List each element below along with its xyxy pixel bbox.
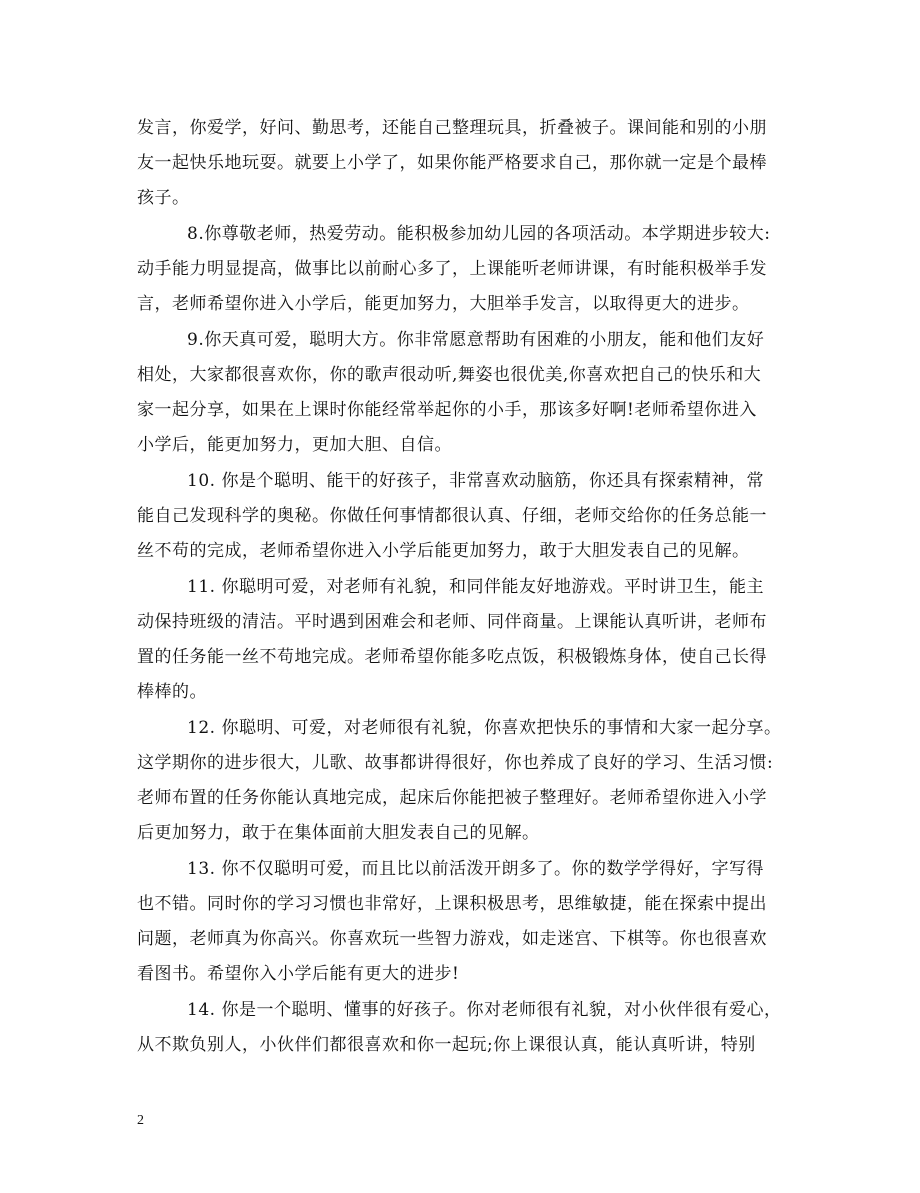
- page-number: 2: [137, 1113, 144, 1128]
- text-line: 看图书。希望你入小学后能有更大的进步!: [137, 964, 460, 984]
- text-line: 也不错。同时你的学习习惯也非常好，上课积极思考，思维敏捷，能在探索中提出: [137, 894, 767, 914]
- text-line: 10. 你是个聪明、能干的好孩子，非常喜欢动脑筋，你还具有探索精神，常: [187, 471, 764, 491]
- text-line: 12. 你聪明、可爱，对老师很有礼貌，你喜欢把快乐的事情和大家一起分享。: [187, 718, 782, 738]
- text-line: 动手能力明显提高，做事比以前耐心多了，上课能听老师讲课，有时能积极举手发: [137, 259, 767, 279]
- text-line: 丝不苟的完成，老师希望你进入小学后能更加努力，敢于大胆发表自己的见解。: [137, 541, 750, 561]
- text-line: 小学后，能更加努力，更加大胆、自信。: [137, 435, 452, 455]
- text-line: 问题，老师真为你高兴。你喜欢玩一些智力游戏，如走迷宫、下棋等。你也很喜欢: [137, 929, 767, 949]
- text-line: 置的任务能一丝不苟地完成。老师希望你能多吃点饭，积极锻炼身体，使自己长得: [137, 647, 767, 667]
- text-line: 从不欺负别人，小伙伴们都很喜欢和你一起玩;你上课很认真，能认真听讲，特别: [137, 1035, 756, 1055]
- text-line: 相处，大家都很喜欢你，你的歌声很动听,舞姿也很优美,你喜欢把自己的快乐和大: [137, 365, 762, 385]
- text-line: 能自己发现科学的奥秘。你做任何事情都很认真、仔细，老师交给你的任务总能一: [137, 506, 767, 526]
- text-line: 11. 你聪明可爱，对老师有礼貌，和同伴能友好地游戏。平时讲卫生，能主: [187, 577, 764, 597]
- text-line: 14. 你是一个聪明、懂事的好孩子。你对老师很有礼貌，对小伙伴很有爱心，: [187, 1000, 782, 1020]
- text-line: 这学期你的进步很大，儿歌、故事都讲得很好，你也养成了良好的学习、生活习惯:: [137, 753, 774, 773]
- text-line: 友一起快乐地玩耍。就要上小学了，如果你能严格要求自己，那你就一定是个最棒: [137, 153, 767, 173]
- text-line: 后更加努力，敢于在集体面前大胆发表自己的见解。: [137, 823, 540, 843]
- text-line: 言，老师希望你进入小学后，能更加努力，大胆举手发言，以取得更大的进步。: [137, 294, 750, 314]
- text-line: 孩子。: [137, 188, 190, 208]
- text-line: 老师布置的任务你能认真地完成，起床后你能把被子整理好。老师希望你进入小学: [137, 788, 767, 808]
- text-line: 家一起分享，如果在上课时你能经常举起你的小手，那该多好啊!老师希望你进入: [137, 400, 757, 420]
- text-line: 9.你天真可爱，聪明大方。你非常愿意帮助有困难的小朋友，能和他们友好: [187, 330, 765, 350]
- text-line: 棒棒的。: [137, 682, 207, 702]
- text-line: 动保持班级的清洁。平时遇到困难会和老师、同伴商量。上课能认真听讲，老师布: [137, 612, 767, 632]
- text-line: 发言，你爱学，好问、勤思考，还能自己整理玩具，折叠被子。课间能和别的小朋: [137, 118, 767, 138]
- text-line: 8.你尊敬老师，热爱劳动。能积极参加幼儿园的各项活动。本学期进步较大:: [187, 224, 771, 244]
- text-line: 13. 你不仅聪明可爱，而且比以前活泼开朗多了。你的数学学得好，字写得: [187, 859, 764, 879]
